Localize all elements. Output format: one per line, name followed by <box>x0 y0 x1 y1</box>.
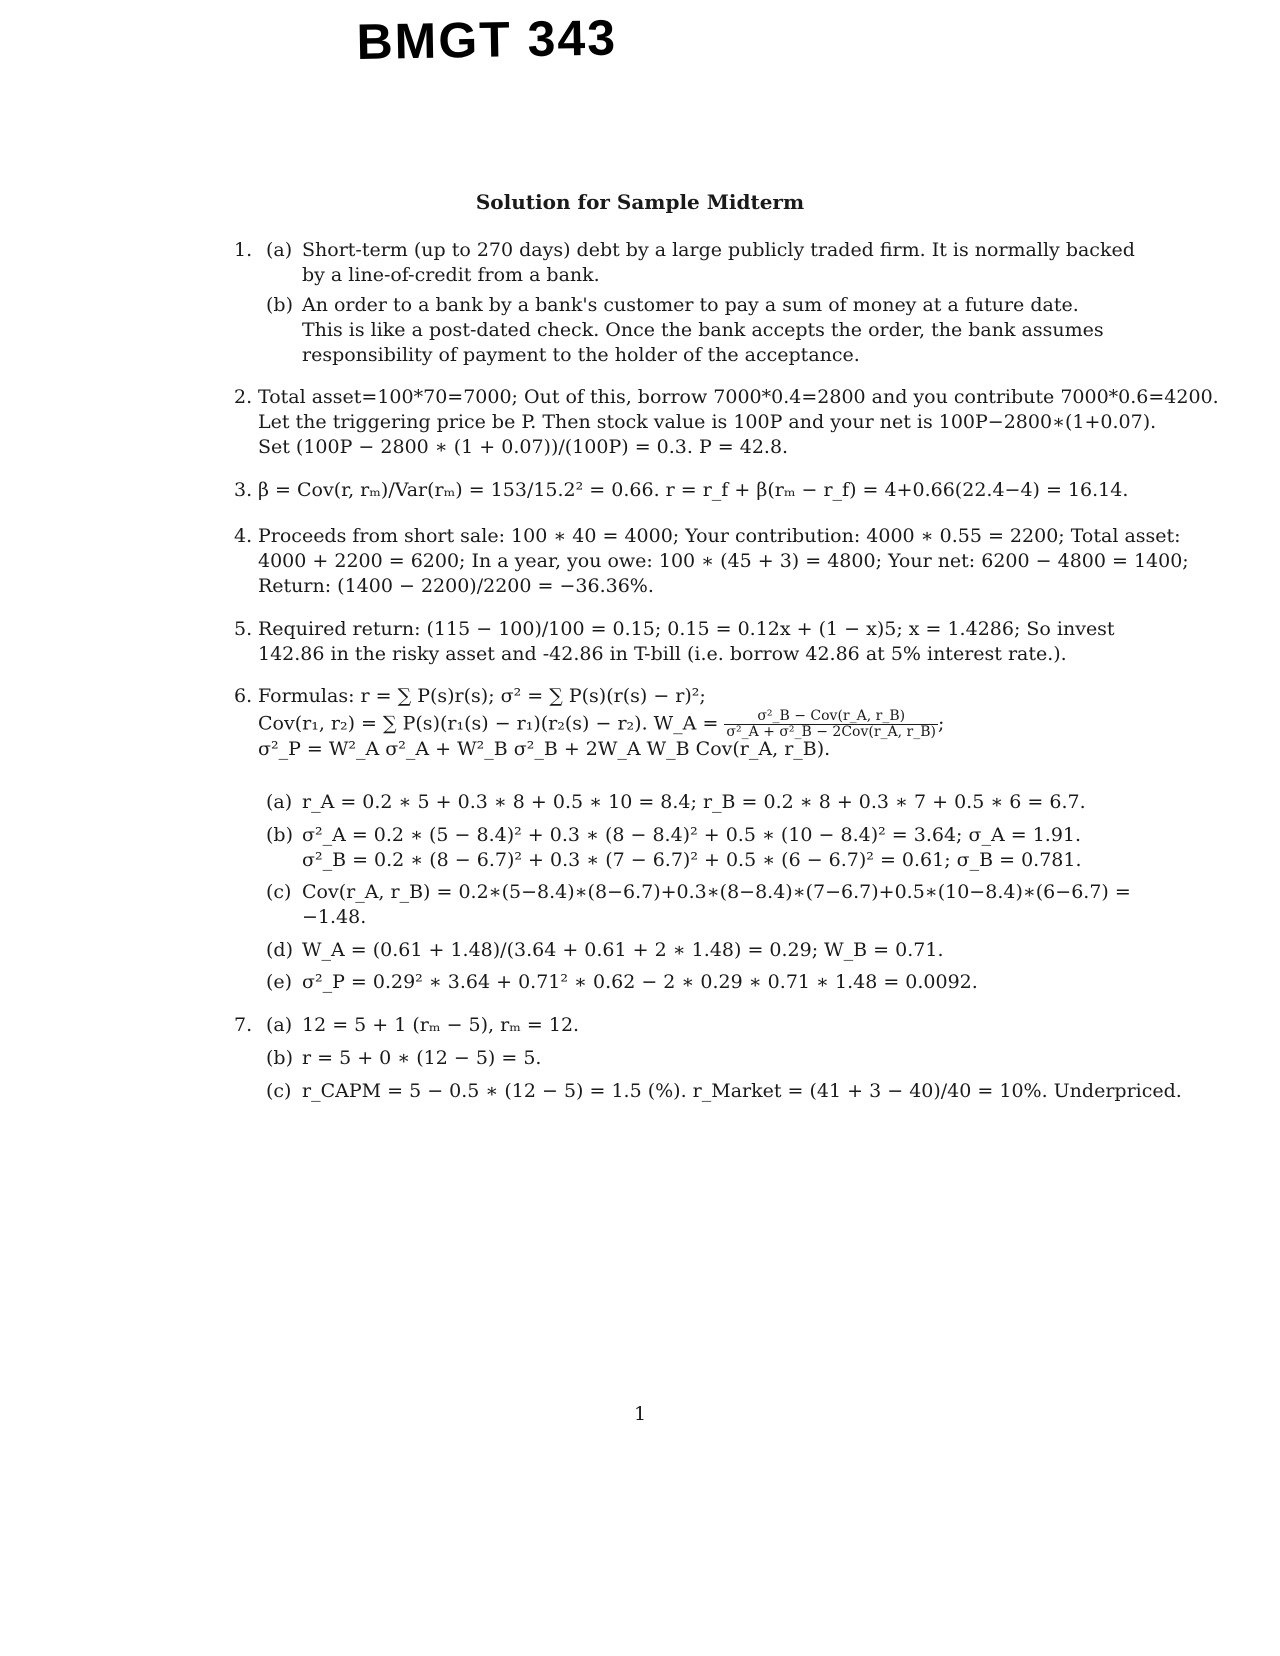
answer-line: Total asset=100*70=7000; Out of this, borrow 7000*0.4=2800 and you contribute 7000*0.6=4200. <box>258 386 1219 408</box>
part-label: (b) <box>266 294 293 316</box>
answer-line: Short-term (up to 270 days) debt by a large publicly traded firm. It is normally backed <box>302 239 1135 261</box>
question-7-part-c <box>266 1079 1182 1104</box>
question-3 <box>234 478 1138 503</box>
answer-line: Return: (1400 − 2200)/2200 = −36.36%. <box>258 575 654 597</box>
part-label: (e) <box>266 971 293 993</box>
formula-text: Cov(r₁, r₂) = ∑ P(s)(r₁(s) − r₁)(r₂(s) − r₂). W_A = <box>258 712 719 735</box>
formula-line: Formulas: r = ∑ P(s)r(s); σ² = ∑ P(s)(r(s) − r)²; <box>258 685 706 707</box>
answer-line: responsibility of payment to the holder of the acceptance. <box>302 344 860 366</box>
answer-line: 12 = 5 + 1 (rₘ − 5), rₘ = 12. <box>302 1014 580 1036</box>
question-number: 1. <box>234 239 253 261</box>
question-1-part-b <box>266 293 1138 368</box>
part-label: (c) <box>266 1080 292 1102</box>
answer-line: σ²_P = 0.29² ∗ 3.64 + 0.71² ∗ 0.62 − 2 ∗ 0.29 ∗ 0.71 ∗ 1.48 = 0.0092. <box>302 971 978 993</box>
part-label: (a) <box>266 1014 293 1036</box>
course-code-handwritten: BMGT 343 <box>356 9 618 70</box>
weight-fraction <box>724 709 938 740</box>
answer-line: by a line-of-credit from a bank. <box>302 264 600 286</box>
fraction-numerator: σ²_B − Cov(r_A, r_B) <box>724 709 938 725</box>
answer-line: β = Cov(r, rₘ)/Var(rₘ) = 153/15.2² = 0.66. r = r_f + β(rₘ − r_f) = 4+0.66(22.4−4) = 16.14. <box>258 479 1129 501</box>
answer-line: W_A = (0.61 + 1.48)/(3.64 + 0.61 + 2 ∗ 1.48) = 0.29; W_B = 0.71. <box>302 939 944 961</box>
question-6 <box>234 684 1138 762</box>
answer-line: Proceeds from short sale: 100 ∗ 40 = 4000; Your contribution: 4000 ∗ 0.55 = 2200; Total asset: <box>258 525 1181 547</box>
question-6-part-a <box>266 790 1138 815</box>
answer-line: Set (100P − 2800 ∗ (1 + 0.07))/(100P) = 0.3. P = 42.8. <box>258 436 789 458</box>
answer-line: r_CAPM = 5 − 0.5 ∗ (12 − 5) = 1.5 (%). r_Market = (41 + 3 − 40)/40 = 10%. Underpriced. <box>302 1080 1182 1102</box>
question-6-part-e <box>266 970 1138 995</box>
question-number: 6. <box>234 685 253 707</box>
part-label: (a) <box>266 239 293 261</box>
answer-line: 142.86 in the risky asset and -42.86 in T-bill (i.e. borrow 42.86 at 5% interest rate.). <box>258 643 1067 665</box>
formula-line: σ²_P = W²_A σ²_A + W²_B σ²_B + 2W_A W_B Cov(r_A, r_B). <box>258 738 831 760</box>
formula-line <box>258 708 1138 740</box>
question-number: 2. <box>234 386 253 408</box>
answer-line: Let the triggering price be P. Then stock value is 100P and your net is 100P−2800∗(1+0.07). <box>258 411 1157 433</box>
question-2 <box>234 385 1219 460</box>
question-4 <box>234 524 1189 599</box>
fraction-denominator: σ²_A + σ²_B − 2Cov(r_A, r_B) <box>726 724 936 740</box>
part-label: (c) <box>266 881 292 903</box>
question-number: 4. <box>234 525 253 547</box>
question-number: 7. <box>234 1014 253 1036</box>
part-label: (b) <box>266 1047 293 1069</box>
question-5 <box>234 617 1138 667</box>
answer-line: Cov(r_A, r_B) = 0.2∗(5−8.4)∗(8−6.7)+0.3∗(8−8.4)∗(7−6.7)+0.5∗(10−8.4)∗(6−6.7) = <box>302 881 1131 903</box>
answer-line: −1.48. <box>302 906 367 928</box>
answer-line: 4000 + 2200 = 6200; In a year, you owe: 100 ∗ (45 + 3) = 4800; Your net: 6200 − 4800 = 1400; <box>258 550 1189 572</box>
part-label: (d) <box>266 939 293 961</box>
answer-line: r_A = 0.2 ∗ 5 + 0.3 ∗ 8 + 0.5 ∗ 10 = 8.4; r_B = 0.2 ∗ 8 + 0.3 ∗ 7 + 0.5 ∗ 6 = 6.7. <box>302 791 1086 813</box>
question-6-part-b <box>266 823 1138 873</box>
question-1-part-a <box>266 238 1138 288</box>
question-6-part-c <box>266 880 1138 930</box>
question-7-part-a <box>266 1013 1138 1038</box>
answer-line: r = 5 + 0 ∗ (12 − 5) = 5. <box>302 1047 542 1069</box>
answer-line: σ²_A = 0.2 ∗ (5 − 8.4)² + 0.3 ∗ (8 − 8.4)² + 0.5 ∗ (10 − 8.4)² = 3.64; σ_A = 1.91. <box>302 824 1082 846</box>
page-number: 1 <box>633 1403 647 1425</box>
question-7-part-b <box>266 1046 1138 1071</box>
answer-line: An order to a bank by a bank's customer to pay a sum of money at a future date. <box>302 294 1079 316</box>
page-title: Solution for Sample Midterm <box>475 190 805 214</box>
question-number: 5. <box>234 618 253 640</box>
answer-line: This is like a post-dated check. Once the bank accepts the order, the bank assumes <box>302 319 1104 341</box>
part-label: (a) <box>266 791 293 813</box>
answer-line: σ²_B = 0.2 ∗ (8 − 6.7)² + 0.3 ∗ (7 − 6.7)² + 0.5 ∗ (6 − 6.7)² = 0.61; σ_B = 0.781. <box>302 849 1082 871</box>
formula-text: ; <box>937 712 945 735</box>
question-6-part-d <box>266 938 1138 963</box>
part-label: (b) <box>266 824 293 846</box>
question-number: 3. <box>234 479 253 501</box>
answer-line: Required return: (115 − 100)/100 = 0.15; 0.15 = 0.12x + (1 − x)5; x = 1.4286; So invest <box>258 618 1115 640</box>
